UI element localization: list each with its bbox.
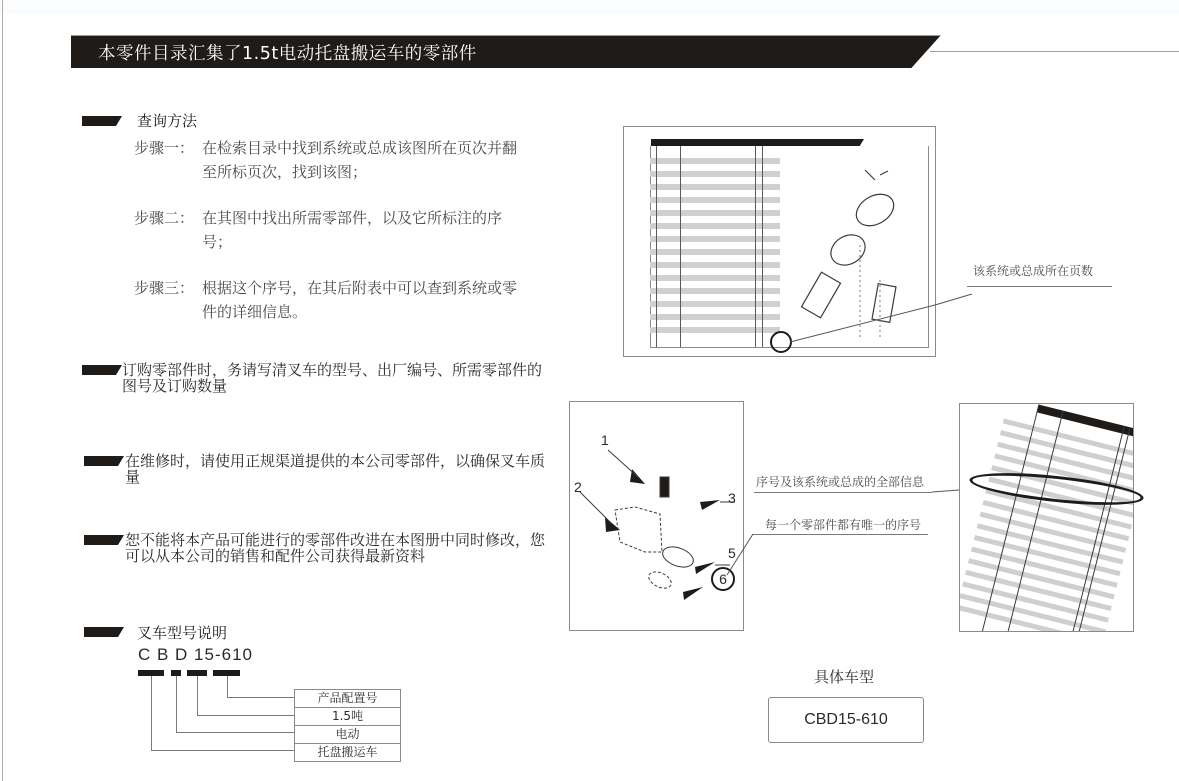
connector-line — [197, 676, 198, 716]
bullet-marker-icon — [84, 456, 124, 466]
part-number-3: 3 — [728, 490, 736, 506]
model-explain-title: 叉车型号说明 — [137, 624, 228, 642]
connector-line — [151, 676, 152, 751]
bullet-marker-icon — [82, 365, 122, 375]
unique-callout-line — [725, 533, 755, 578]
callout-underline — [967, 286, 1112, 287]
thumbnail-header-bar — [651, 139, 864, 146]
unique-callout-text: 每一个零部件都有唯一的序号 — [765, 518, 922, 532]
step-text: 在其图中找出所需零部件，以及它所标注的序号； — [202, 209, 503, 251]
connector-line — [227, 676, 228, 698]
page-callout-line — [790, 270, 975, 350]
connector-line — [227, 697, 294, 698]
legend-type: 托盘搬运车 — [317, 745, 378, 759]
model-legend — [294, 689, 401, 762]
part-number-1: 1 — [601, 432, 609, 448]
connector-line — [197, 715, 294, 716]
step-label: 步骤二： — [134, 209, 195, 227]
connector-line — [176, 732, 294, 733]
bullet-marker-icon — [82, 116, 122, 126]
specific-model-value: CBD15-610 — [768, 697, 924, 743]
bullet-marker-icon — [84, 535, 124, 545]
part-number-6-circled: 6 — [711, 567, 735, 591]
legend-capacity: 1.5吨 — [295, 708, 400, 726]
part-number-5: 5 — [728, 545, 736, 561]
bullet-marker-icon — [84, 627, 124, 637]
note-ordering: 订购零部件时，务请写清叉车的型号、出厂编号、所需零部件的图号及订购数量 — [122, 361, 543, 395]
page-callout-text: 该系统或总成所在页数 — [973, 264, 1094, 278]
step-2 — [134, 206, 534, 256]
step-label: 步骤三： — [134, 279, 195, 297]
info-callout-text: 序号及该系统或总成的全部信息 — [756, 475, 925, 489]
page-left-rule — [2, 0, 3, 781]
model-code: C B D 15-610 — [138, 645, 253, 664]
note-disclaimer: 恕不能将本产品可能进行的零部件改进在本图册中同时修改，您可以从本公司的销售和配件公司获得最新资料 — [125, 531, 546, 565]
part-number-2: 2 — [574, 479, 582, 495]
page-title: 本零件目录汇集了1.5t电动托盘搬运车的零部件 — [98, 44, 477, 64]
legend-config: 产品配置号 — [295, 690, 400, 708]
parts-list-thumbnail — [959, 403, 1134, 632]
legend-power: 电动 — [295, 726, 400, 744]
step-text: 根据这个序号，在其后附表中可以查到系统或零件的详细信息。 — [202, 279, 518, 321]
exploded-part-drawing-icon — [570, 402, 742, 628]
connector-line — [176, 676, 177, 733]
top-band — [0, 0, 1179, 14]
page-number-circle — [770, 331, 792, 353]
callout-underline — [752, 534, 928, 535]
note-maintenance: 在维修时，请使用正规渠道提供的本公司零部件，以确保叉车质量 — [125, 452, 546, 486]
callout-underline — [754, 492, 932, 493]
step-text: 在检索目录中找到系统或总成该图所在页次并翻至所标页次，找到该图； — [202, 139, 518, 181]
specific-model-label: 具体车型 — [814, 668, 875, 686]
step-1 — [134, 136, 534, 186]
connector-line — [151, 750, 294, 751]
header-rule — [930, 51, 1179, 52]
step-label: 步骤一： — [134, 139, 195, 157]
thumbnail-parts-table — [650, 146, 780, 347]
step-3 — [134, 276, 534, 326]
query-method-title: 查询方法 — [137, 112, 198, 130]
